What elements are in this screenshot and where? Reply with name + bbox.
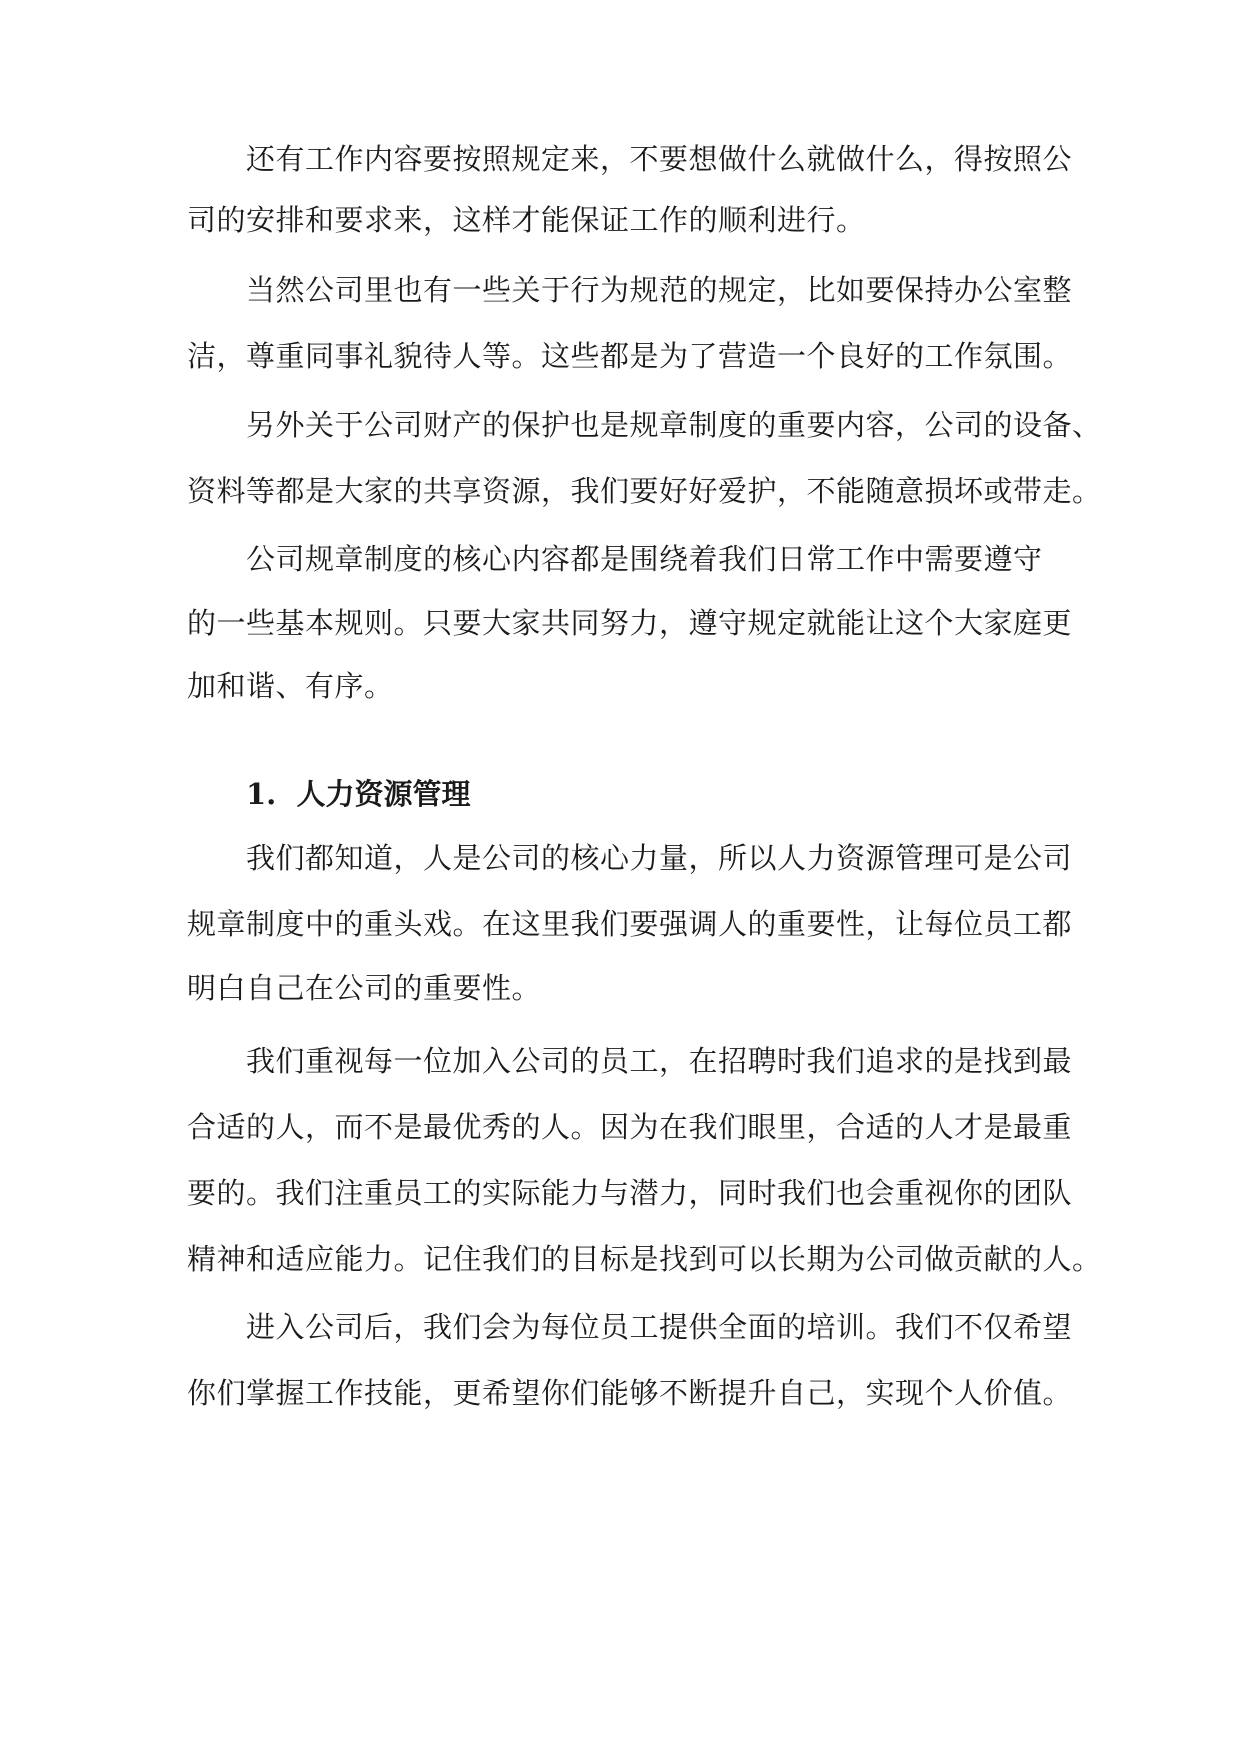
section-paragraph-2-line-2: 合适的人，而不是最优秀的人。因为在我们眼里，合适的人才是最重 — [187, 1110, 1073, 1144]
section-title: 人力资源管理 — [296, 777, 471, 811]
paragraph-1-line-2: 司的安排和要求来，这样才能保证工作的顺利进行。 — [187, 203, 866, 237]
section-paragraph-1-line-2: 规章制度中的重头戏。在这里我们要强调人的重要性，让每位员工都 — [187, 907, 1073, 941]
paragraph-4-line-1: 公司规章制度的核心内容都是围绕着我们日常工作中需要遵守 — [246, 542, 1043, 576]
paragraph-3-line-2: 资料等都是大家的共享资源，我们要好好爱护，不能随意损坏或带走。 — [187, 474, 1102, 508]
paragraph-2-line-2: 洁，尊重同事礼貌待人等。这些都是为了营造一个良好的工作氛围。 — [187, 339, 1073, 373]
paragraph-3-line-1: 另外关于公司财产的保护也是规章制度的重要内容，公司的设备、 — [246, 408, 1102, 442]
section-number: 1. — [246, 777, 277, 811]
section-paragraph-1-line-1: 我们都知道，人是公司的核心力量，所以人力资源管理可是公司 — [246, 841, 1073, 875]
section-heading — [246, 776, 471, 812]
section-paragraph-3-line-1: 进入公司后，我们会为每位员工提供全面的培训。我们不仅希望 — [246, 1310, 1073, 1344]
section-paragraph-2-line-1: 我们重视每一位加入公司的员工，在招聘时我们追求的是找到最 — [246, 1044, 1073, 1078]
section-paragraph-2-line-4: 精神和适应能力。记住我们的目标是找到可以长期为公司做贡献的人。 — [187, 1242, 1102, 1276]
paragraph-1-line-1: 还有工作内容要按照规定来，不要想做什么就做什么，得按照公 — [246, 142, 1073, 176]
section-paragraph-3-line-2: 你们掌握工作技能，更希望你们能够不断提升自己，实现个人价值。 — [187, 1376, 1073, 1410]
paragraph-2-line-1: 当然公司里也有一些关于行为规范的规定，比如要保持办公室整 — [246, 273, 1073, 307]
paragraph-4-line-3: 加和谐、有序。 — [187, 669, 394, 703]
section-paragraph-1-line-3: 明白自己在公司的重要性。 — [187, 971, 542, 1005]
section-paragraph-2-line-3: 要的。我们注重员工的实际能力与潜力，同时我们也会重视你的团队 — [187, 1176, 1073, 1210]
paragraph-4-line-2: 的一些基本规则。只要大家共同努力，遵守规定就能让这个大家庭更 — [187, 606, 1073, 640]
